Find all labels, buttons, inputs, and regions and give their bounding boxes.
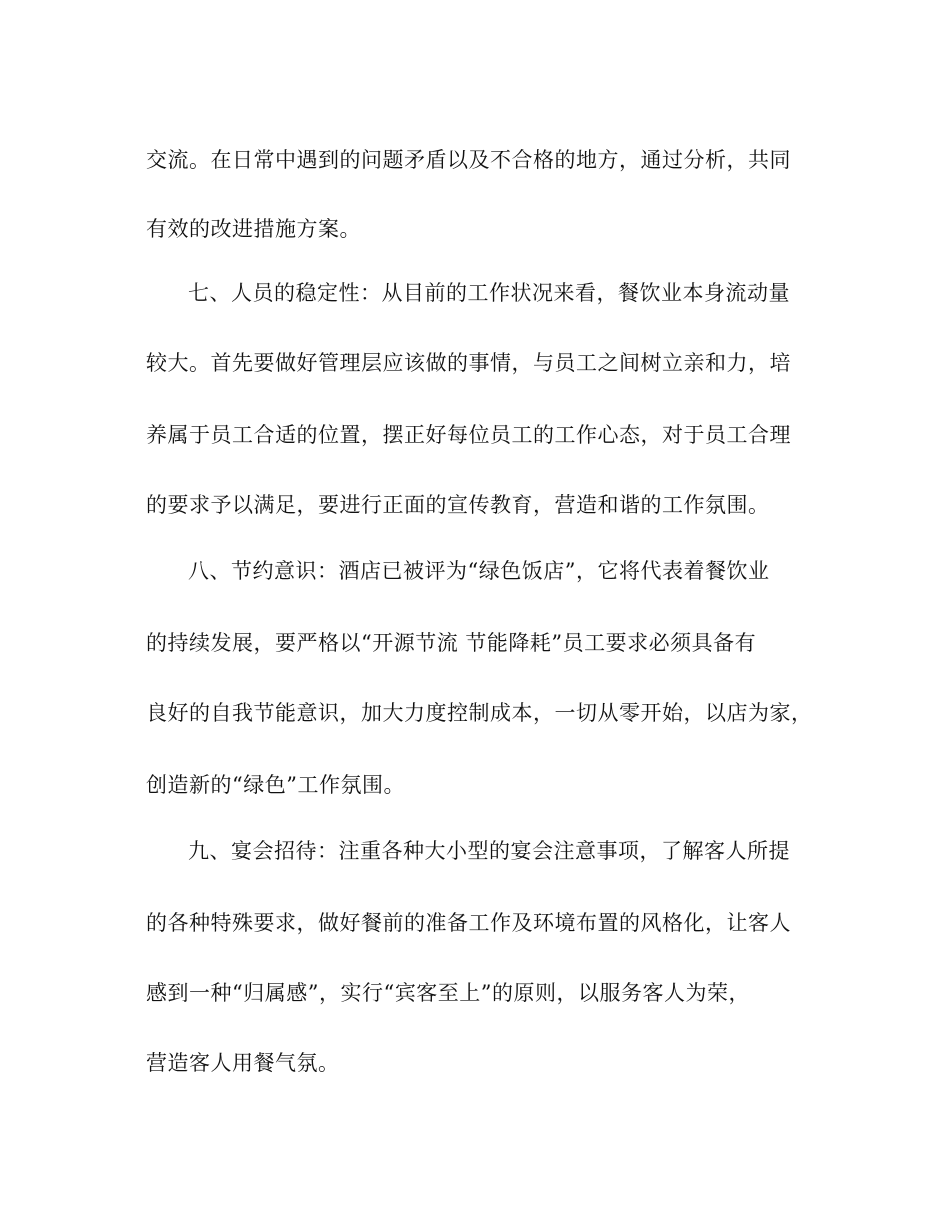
text-line: 养属于员工合适的位置，摆正好每位员工的工作心态，对于员工合理 [146,423,791,447]
text-line: 较大。首先要做好管理层应该做的事情，与员工之间树立亲和力，培 [146,351,791,375]
text-line: 感到一种“归属感”，实行“宾客至上”的原则，以服务客人为荣， [146,981,750,1005]
text-line: 九、宴会招待：注重各种大小型的宴会注意事项，了解客人所提 [188,839,790,863]
text-line: 的各种特殊要求，做好餐前的准备工作及环境布置的风格化，让客人 [146,911,791,935]
text-line: 有效的改进措施方案。 [146,217,361,241]
text-line: 营造客人用餐气氛。 [146,1051,340,1075]
text-line: 创造新的“绿色”工作氛围。 [146,773,405,797]
text-line: 良好的自我节能意识，加大力度控制成本，一切从零开始，以店为家， [146,701,813,725]
text-line: 交流。在日常中遇到的问题矛盾以及不合格的地方，通过分析，共同 [146,148,791,172]
text-line: 八、节约意识：酒店已被评为“绿色饭店”，它将代表着餐饮业 [188,559,770,583]
text-line: 的持续发展，要严格以“开源节流 节能降耗”员工要求必须具备有 [146,631,757,655]
text-line: 七、人员的稳定性：从目前的工作状况来看，餐饮业本身流动量 [188,281,790,305]
text-line: 的要求予以满足，要进行正面的宣传教育，营造和谐的工作氛围。 [146,493,770,517]
